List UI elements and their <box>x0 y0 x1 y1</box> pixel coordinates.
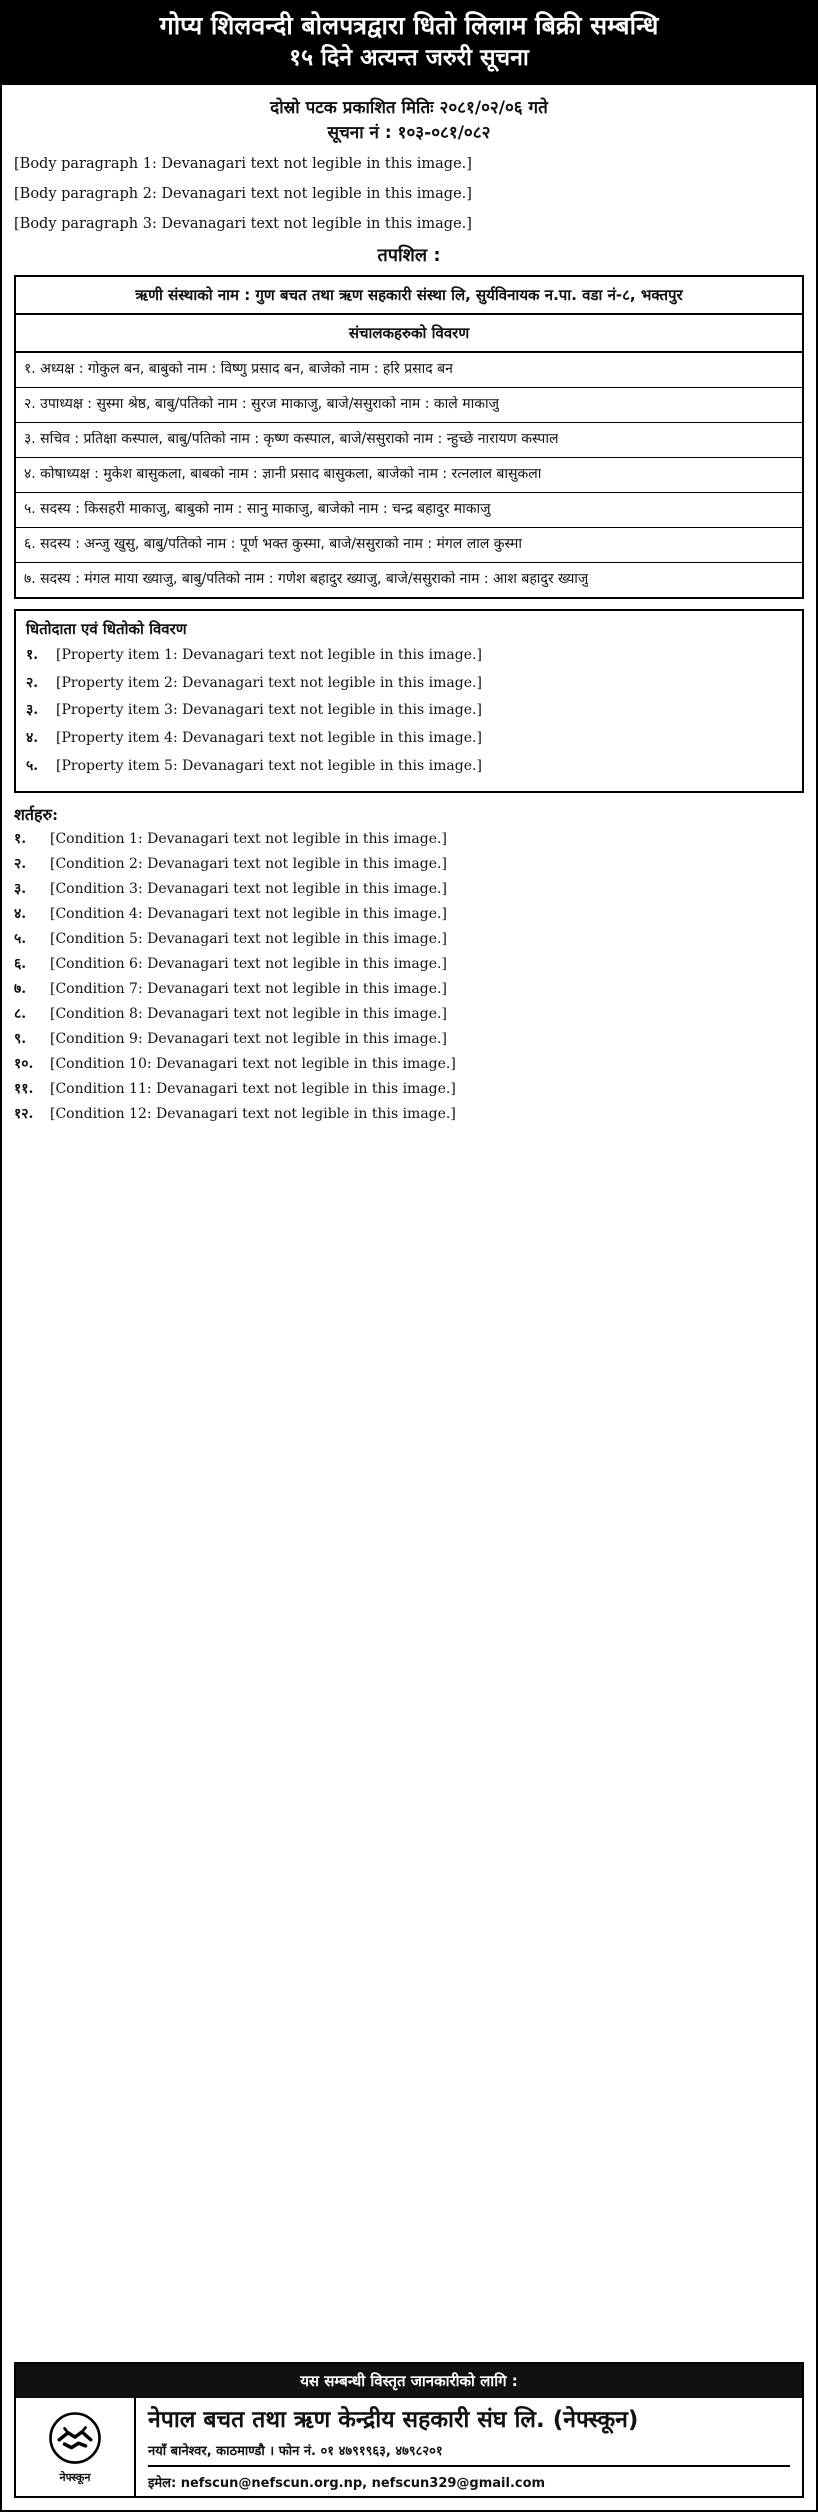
condition-number: २. <box>14 856 27 873</box>
property-item <box>26 728 792 750</box>
member-label: ७. सदस्य : मंगल माया ख्याजु, बाबु/पतिको नाम : गणेश बहादुर ख्याजु, बाजे/ससुराको नाम : आश बहादुर ख्याजु <box>24 571 589 588</box>
property-number: ३. <box>26 702 39 719</box>
organization-email: इमेल: nefscun@nefscun.org.np, nefscun329@gmail.com <box>148 2465 790 2491</box>
condition-text: [Condition 5: Devanagari text not legible in this image.] <box>50 931 447 948</box>
condition-text: [Condition 9: Devanagari text not legible in this image.] <box>50 1031 447 1048</box>
borrower-table <box>14 275 804 599</box>
member-row <box>16 423 802 458</box>
condition-item <box>14 829 804 850</box>
condition-number: ५. <box>14 931 27 948</box>
property-text: [Property item 3: Devanagari text not legible in this image.] <box>56 702 482 719</box>
intro-paragraph-2: [Body paragraph 2: Devanagari text not legible in this image.] <box>14 185 472 202</box>
borrower-title: ऋणी संस्थाको नाम : गुण बचत तथा ऋण सहकारी संस्था लि, सुर्यविनायक न.पा. वडा नं-८, भक्तपुर <box>16 277 802 315</box>
member-label: ३. सचिव : प्रतिक्षा कस्पाल, बाबु/पतिको नाम : कृष्ण कस्पाल, बाजे/ससुराको नाम : न्हुच्छे नारायण कस्पाल <box>24 431 559 448</box>
condition-item <box>14 879 804 900</box>
property-box <box>14 609 804 793</box>
footer-info <box>136 2398 802 2496</box>
condition-number: ३. <box>14 881 27 898</box>
property-number: ५. <box>26 757 39 774</box>
conditions-section <box>14 803 804 1125</box>
property-list <box>26 645 792 777</box>
notice-number: सूचना नं : १०३-०८१/०८२ <box>327 122 491 143</box>
member-label: ६. सदस्य : अन्जु खुसु, बाबु/पतिको नाम : पूर्ण भक्त कुस्मा, बाजे/ससुराको नाम : मंगल लाल कुस्मा <box>24 536 522 553</box>
condition-text: [Condition 2: Devanagari text not legible in this image.] <box>50 856 447 873</box>
condition-number: ११. <box>14 1081 34 1098</box>
property-number: १. <box>26 646 39 663</box>
document-subtitle: १५ दिने अत्यन्त जरुरी सूचना <box>289 45 529 72</box>
footer-body <box>16 2398 802 2496</box>
condition-text: [Condition 3: Devanagari text not legible in this image.] <box>50 881 447 898</box>
document-title: गोप्य शिलवन्दी बोलपत्रद्वारा धितो लिलाम बिक्री सम्बन्धि <box>159 11 659 40</box>
member-row <box>16 353 802 388</box>
member-row <box>16 563 802 597</box>
condition-text: [Condition 1: Devanagari text not legible in this image.] <box>50 831 447 848</box>
property-text: [Property item 4: Devanagari text not legible in this image.] <box>56 730 482 746</box>
condition-number: ९. <box>14 1031 27 1048</box>
condition-number: ६. <box>14 956 27 973</box>
condition-number: ४. <box>14 906 27 923</box>
condition-item <box>14 1104 804 1125</box>
property-item <box>26 673 792 695</box>
footer-banner: यस सम्बन्धी विस्तृत जानकारीको लागि : <box>16 2364 802 2398</box>
condition-text: [Condition 10: Devanagari text not legible in this image.] <box>50 1056 456 1073</box>
conditions-title: शर्तहरु: <box>14 805 58 825</box>
condition-text: [Condition 8: Devanagari text not legible in this image.] <box>50 1006 447 1023</box>
member-row <box>16 388 802 423</box>
property-text: [Property item 2: Devanagari text not legible in this image.] <box>56 674 482 691</box>
condition-item <box>14 904 804 925</box>
intro-paragraph-3: [Body paragraph 3: Devanagari text not legible in this image.] <box>14 215 472 232</box>
property-item <box>26 700 792 722</box>
directors-heading: संचालकहरुको विवरण <box>16 315 802 353</box>
member-row <box>16 493 802 528</box>
condition-item <box>14 954 804 975</box>
condition-item <box>14 1029 804 1050</box>
property-text: [Property item 5: Devanagari text not legible in this image.] <box>56 757 482 774</box>
document-header <box>2 2 816 85</box>
property-number: २. <box>26 674 39 691</box>
condition-number: ७. <box>14 981 27 998</box>
condition-number: १०. <box>14 1056 34 1073</box>
condition-item <box>14 1079 804 1100</box>
property-item <box>26 756 792 778</box>
organization-name: नेपाल बचत तथा ऋण केन्द्रीय सहकारी संघ लि. (नेफ्स्कून) <box>148 2407 639 2433</box>
publication-info <box>2 85 816 143</box>
condition-text: [Condition 11: Devanagari text not legible in this image.] <box>50 1081 456 1098</box>
condition-number: ८. <box>14 1006 27 1023</box>
logo-label: नेफ्स्कून <box>59 2470 91 2484</box>
member-label: १. अध्यक्ष : गोकुल बन, बाबुको नाम : विष्णु प्रसाद बन, बाजेको नाम : हरि प्रसाद बन <box>24 361 453 378</box>
condition-item <box>14 1054 804 1075</box>
condition-item <box>14 1004 804 1025</box>
condition-item <box>14 929 804 950</box>
intro-section <box>2 145 816 235</box>
member-label: २. उपाध्यक्ष : सुस्मा श्रेष्ठ, बाबु/पतिको नाम : सुरज माकाजु, बाजे/ससुराको नाम : काले माकाजु <box>24 396 499 413</box>
condition-text: [Condition 6: Devanagari text not legible in this image.] <box>50 956 447 973</box>
details-heading: तपशिल : <box>377 244 441 266</box>
condition-text: [Condition 12: Devanagari text not legible in this image.] <box>50 1106 456 1123</box>
condition-number: १. <box>14 831 27 848</box>
property-title: धितोदाता एवं धितोको विवरण <box>26 619 187 638</box>
condition-item <box>14 979 804 1000</box>
condition-number: १२. <box>14 1106 34 1123</box>
organization-logo <box>16 2398 136 2496</box>
handshake-logo-icon <box>47 2410 103 2466</box>
condition-text: [Condition 7: Devanagari text not legible in this image.] <box>50 981 447 998</box>
member-row <box>16 458 802 493</box>
member-label: ४. कोषाध्यक्ष : मुकेश बासुकला, बाबको नाम : ज्ञानी प्रसाद बासुकला, बाजेको नाम : रत्नलाल बासुकला <box>24 466 542 483</box>
member-row <box>16 528 802 563</box>
published-date: दोस्रो पटक प्रकाशित मितिः २०८१/०२/०६ गते <box>270 97 548 118</box>
property-text: [Property item 1: Devanagari text not legible in this image.] <box>56 646 482 663</box>
intro-paragraph-1: [Body paragraph 1: Devanagari text not legible in this image.] <box>14 155 472 172</box>
member-label: ५. सदस्य : किसहरी माकाजु, बाबुको नाम : सानु माकाजु, बाजेको नाम : चन्द्र बहादुर माकाजु <box>24 501 491 518</box>
condition-text: [Condition 4: Devanagari text not legible in this image.] <box>50 906 447 923</box>
contact-footer <box>14 2362 804 2498</box>
organization-address: नयाँ बानेश्वर, काठमाण्डौ । फोन नं. ०१ ४७९१९६३, ४७९८२०१ <box>148 2443 443 2459</box>
property-number: ४. <box>26 730 39 746</box>
property-item <box>26 645 792 667</box>
condition-item <box>14 854 804 875</box>
